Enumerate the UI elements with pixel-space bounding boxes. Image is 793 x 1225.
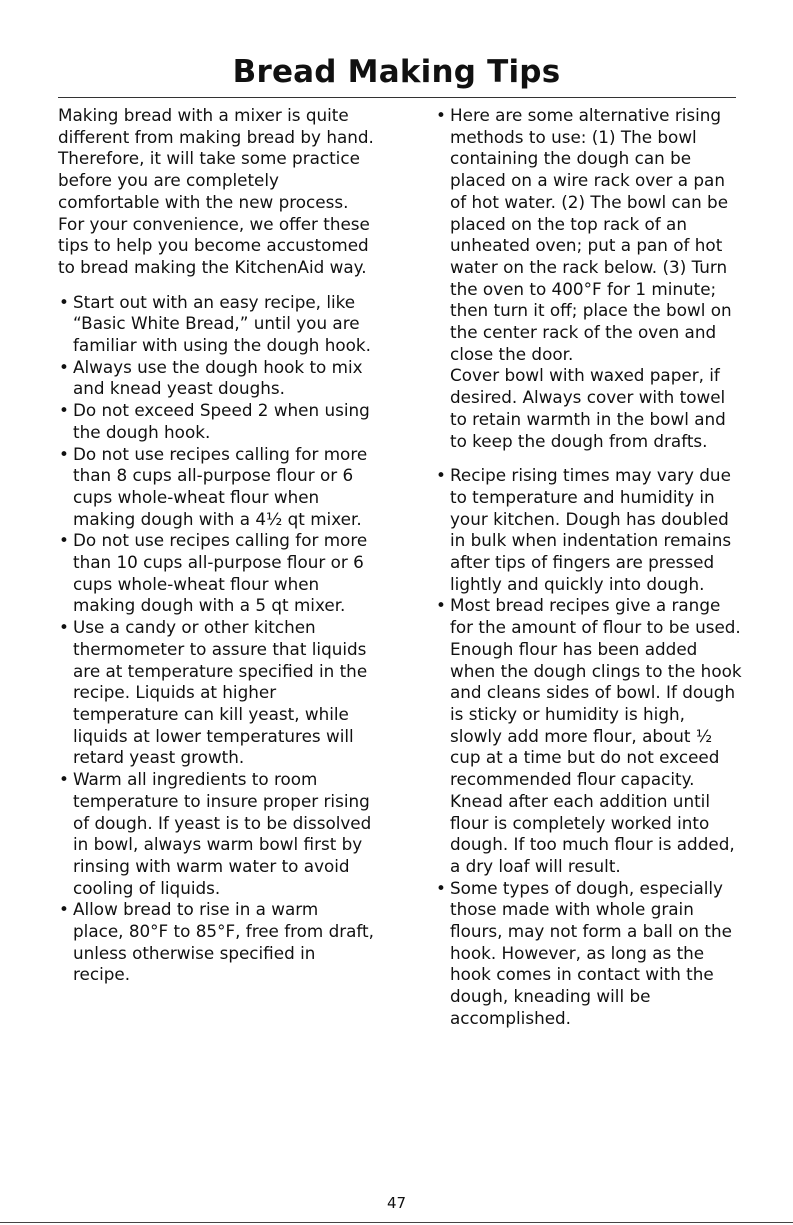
tip-text: Most bread recipes give a range for the amount of flour to be used. Enough flour has been added when the dough clings to the hook and cleans sides of bowl. If dough is sticky or humidity is high, slowly add more flour, about ½ cup at a time but do not exceed recommended flour capacity. Knead after each addition until flour is completely worked into dough. If too much flour is added, a dry loaf will result. <box>450 595 742 876</box>
bullet-icon: • <box>59 899 69 920</box>
title-divider <box>58 97 736 98</box>
tip-rising-methods <box>435 105 742 365</box>
tip-dough-hook <box>58 357 374 400</box>
page-title: Bread Making Tips <box>232 54 561 90</box>
tip-text: Recipe rising times may vary due to temperature and humidity in your kitchen. Dough has doubled in bulk when indentation remains after tips of fingers are pressed lightly and quickly into dough. <box>450 465 732 594</box>
bullet-icon: • <box>59 400 69 421</box>
bullet-icon: • <box>59 443 69 464</box>
page-number: 47 <box>386 1194 407 1212</box>
tip-text: Do not use recipes calling for more than 8 cups all-purpose flour or 6 cups whole-wheat flour when making dough with a 4½ qt mixer. <box>73 443 368 529</box>
tip-rising-times <box>435 465 742 595</box>
tip-rise-warm-place <box>58 899 374 986</box>
page-bottom-border <box>0 1222 793 1223</box>
bullet-icon: • <box>59 769 69 790</box>
bullet-icon: • <box>59 530 69 551</box>
tip-thermometer <box>58 617 374 769</box>
tip-text: Here are some alternative rising methods to use: (1) The bowl containing the dough can be placed on a wire rack over a pan of hot water. (2) The bowl can be placed on the top rack of an unheated oven; put a pan of hot water on the rack below. (3) Turn the oven to 400°F for 1 minute; then turn it off; place the bowl on the center rack of the oven and close the door. <box>450 105 732 364</box>
tip-speed-limit <box>58 400 374 443</box>
tip-flour-amount <box>435 595 742 877</box>
tip-warm-ingredients <box>58 769 374 899</box>
tip-text: Do not use recipes calling for more than 10 cups all-purpose flour or 6 cups whole-wheat flour when making dough with a 5 qt mixer. <box>73 530 368 616</box>
tip-easy-recipe <box>58 292 374 357</box>
tip-4half-qt-capacity <box>58 444 374 531</box>
tip-text: Use a candy or other kitchen thermometer to assure that liquids are at temperature specified in the recipe. Liquids at higher temperature can kill yeast, while liquids at lower temperatures will retard yeast growth. <box>73 617 368 768</box>
tip-whole-grain <box>435 878 742 1030</box>
tip-text: Do not exceed Speed 2 when using the dough hook. <box>73 400 370 442</box>
bullet-icon: • <box>436 105 446 125</box>
tip-cover-bowl: Cover bowl with waxed paper, if desired. Always cover with towel to retain warmth in the bowl and to keep the dough from drafts. <box>450 365 726 451</box>
bullet-icon: • <box>59 356 69 377</box>
bullet-icon: • <box>59 291 69 312</box>
tip-text: Allow bread to rise in a warm place, 80°F to 85°F, free from draft, unless otherwise specified in recipe. <box>73 899 374 985</box>
intro-paragraph: Making bread with a mixer is quite different from making bread by hand. Therefore, it will take some practice before you are completely comfortable with the new process. For your convenience, we offer these tips to help you become accustomed to bread making the KitchenAid way. <box>58 105 374 277</box>
tip-text: Always use the dough hook to mix and knead yeast doughs. <box>73 356 363 399</box>
right-column <box>435 105 742 1030</box>
left-column <box>58 105 374 986</box>
bullet-icon: • <box>436 595 446 616</box>
tip-text: Start out with an easy recipe, like “Basic White Bread,” until you are familiar with using the dough hook. <box>73 291 371 356</box>
tip-5qt-capacity <box>58 530 374 617</box>
bullet-icon: • <box>59 617 69 638</box>
bullet-icon: • <box>436 877 446 898</box>
tip-text: Some types of dough, especially those made with whole grain flours, may not form a ball on the hook. However, as long as the hook comes in contact with the dough, kneading will be accomplished. <box>450 877 732 1028</box>
bullet-icon: • <box>436 465 446 486</box>
tip-text: Warm all ingredients to room temperature to insure proper rising of dough. If yeast is to be dissolved in bowl, always warm bowl first by rinsing with warm water to avoid cooling of liquids. <box>73 769 372 898</box>
